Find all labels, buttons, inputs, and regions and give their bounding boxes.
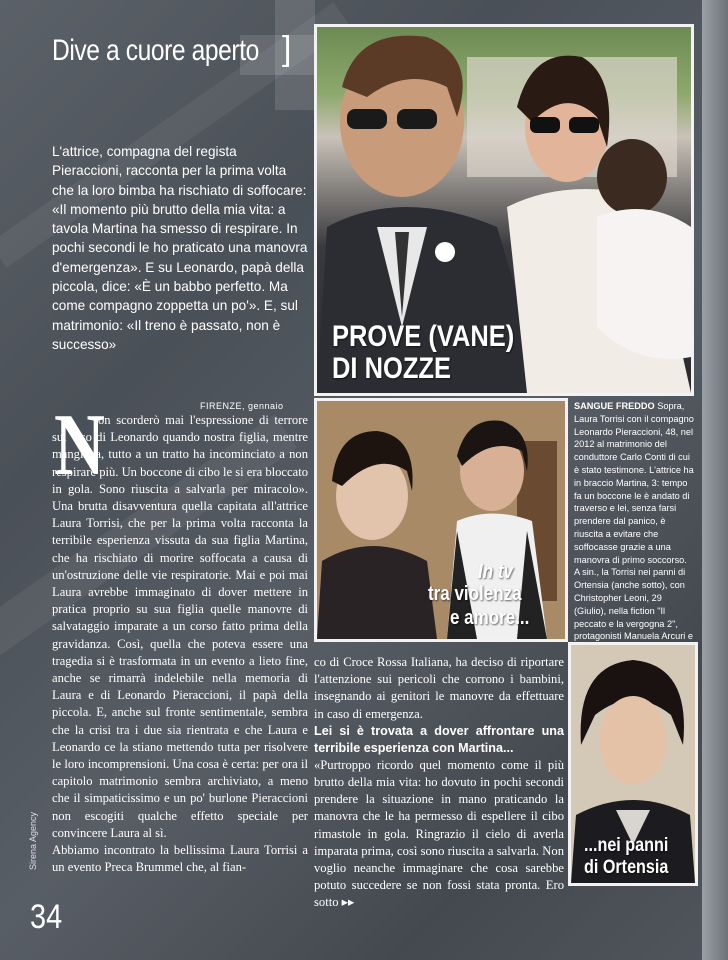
page-number: 34 bbox=[30, 898, 63, 936]
dateline: FIRENZE, gennaio bbox=[200, 401, 284, 411]
title-bracket: ] bbox=[282, 30, 292, 68]
wedding-headline-line2: DI NOZZE bbox=[332, 352, 451, 385]
article-intro: L'attrice, compagna del regista Pieraccioni, racconta per la prima volta che la loro bimba ha rischiato di soffocare: «Il momento più brutto della mia vita: a tavola Martina ha smesso di respirare. In pochi secondi le ho praticato una manovra d'emergenza». E su Leonardo, papà della piccola, dice: «È un babbo perfetto. Ma come compagno zoppetta un po'». E, sul matrimonio: «Il treno è passato, non è successo» bbox=[52, 144, 308, 352]
tv-headline-line2: tra violenza bbox=[428, 583, 522, 605]
article-paragraph: co di Croce Rossa Italiana, ha deciso di riportare l'attenzione sui pericoli che corrono i bambini, insegnando ai genitori le manovre da effettuare in caso di emergenza. bbox=[314, 655, 564, 721]
interview-question: Lei si è trovata a dover affrontare una terribile esperienza con Martina... bbox=[314, 723, 564, 755]
ortensia-headline-line1: ...nei panni bbox=[584, 835, 669, 856]
drop-cap: N bbox=[54, 397, 105, 494]
article-paragraph: «Purtroppo ricordo quel momento come il più brutto della mia vita: ho dovuto in pochi secondi prendere la situazione in mano praticando la manovra che le ha permesso di espellere il cibo rimastole in gola. Ringrazio il cielo di averla imparata prima, così sono riuscita a salvarla. Non voglio neanche immaginare che cosa sarebbe potuto succedere se non fossi stata pronta. Ero sotto ▸▸ bbox=[314, 757, 564, 910]
photo-credit: Sirena Agency bbox=[28, 811, 38, 870]
tv-fiction-photo bbox=[314, 398, 568, 642]
wedding-headline-line1: PROVE (VANE) bbox=[332, 320, 515, 353]
page-edge bbox=[702, 0, 728, 960]
tv-headline-line1: In tv bbox=[478, 561, 513, 583]
article-paragraph: on scorderò mai l'espressione di terrore sul viso di Leonardo quando nostra figlia, mentre mangiava, tutto a un tratto ha incominciato a non respirare più. Un boccone di cibo le si era bloccato in gola. Sono riuscita a salvarla per miracolo». Una brutta disavventura quella capitata all'attrice Laura Torrisi, che per la prima volta racconta la terribile esperienza vissuta da sua figlia Martina, che ha rischiato di morire soffocata a causa di un'ostruzione delle vie respiratorie. Mai e poi mai Laura avrebbe immaginato di dover mettere in pratica proprio su sua figlia quelle manovre di salvataggio imparate a un corso fatto prima della gravidanza. Così, quella che poteva essere una tragedia si è trasformata in un evento a lieto fine, anche se rimarrà indelebile nella memoria di Laura e di Leonardo Pieraccioni, il papà della piccola. E, anche sul fronte sentimentale, sembra che la crisi tra i due sia rientrata e che Laura e Leonardo ce la stiano mettendo tutta per risolvere le loro incomprensioni. Una cosa è certa: per ora il capitolo matrimonio sembra archiviato, a meno che il simpaticissimo e un po' burlone Pieraccioni non escogiti qualche effetto speciale per convincere Laura al sì. bbox=[52, 413, 308, 840]
caption-text: Sopra, Laura Torrisi con il compagno Leonardo Pieraccioni, 48, nel 2012 al matrimonio del conduttore Carlo Conti di cui è stato testimone. L'attrice ha in braccio Martina, 3: tempo fa un boccone le è andato di traverso e lei, senza farsi prendere dal panico, è riuscita a evitare che soffocasse grazie a una manovra di primo soccorso. A sin., la Torrisi nei panni di Ortensia (anche sotto), con Christopher Leoni, 29 (Giulio), nella fiction "Il peccato e la vergogna 2", protagonisti Manuela Arcuri e bbox=[574, 401, 694, 642]
article-column-2 bbox=[314, 654, 564, 912]
article-column-1 bbox=[52, 412, 308, 876]
ortensia-headline-line2: di Ortensia bbox=[584, 857, 669, 878]
article-paragraph: Abbiamo incontrato la bellissima Laura Torrisi a un evento Preca Brummel che, al fian- bbox=[52, 843, 308, 875]
tv-headline-line3: e amore... bbox=[450, 607, 530, 629]
page-title: Dive a cuore aperto bbox=[52, 34, 259, 67]
photo-caption bbox=[574, 400, 694, 656]
caption-lead: SANGUE FREDDO bbox=[574, 401, 655, 411]
